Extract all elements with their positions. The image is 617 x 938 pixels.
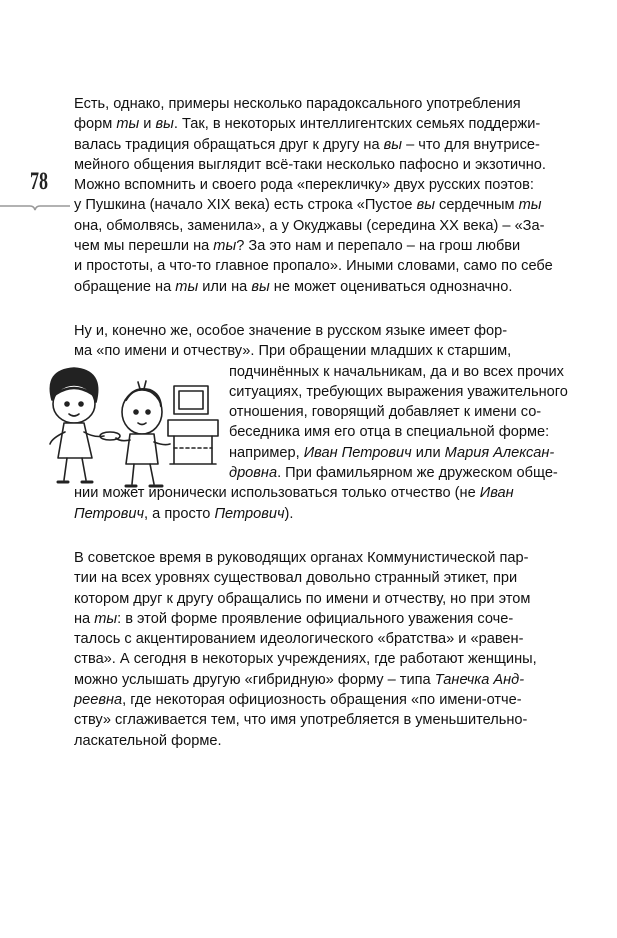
text-line xyxy=(229,382,568,402)
paragraph-3 xyxy=(74,548,541,751)
text-line xyxy=(229,463,558,483)
text-span: и простоты, а что-то главное пропало». Иными словами, само по себе xyxy=(74,258,553,275)
text-span: обращение на xyxy=(74,278,176,295)
text-span: у Пушкина (начало XIX века) есть строка «Пустое xyxy=(74,197,417,214)
text-line xyxy=(74,341,541,361)
text-span: подчинённых к начальникам, да и во всех прочих xyxy=(229,363,564,380)
text-span: можно услышать другую «гибридную» форму – типа xyxy=(74,671,435,688)
text-line xyxy=(74,649,541,669)
italic-text: вы xyxy=(383,136,403,153)
text-line xyxy=(74,94,541,114)
text-line xyxy=(74,690,541,710)
text-line xyxy=(74,548,541,568)
text-line xyxy=(74,175,541,195)
italic-text: ты xyxy=(116,116,140,133)
italic-text: Петрович xyxy=(74,505,145,522)
text-span: котором друг к другу обращались по имени и отчеству, но при этом xyxy=(74,590,531,607)
text-span: или на xyxy=(198,278,252,295)
text-span: ). xyxy=(284,505,294,522)
text-span: . Так, в некоторых интеллигентских семьях поддержи- xyxy=(173,116,541,133)
text-line xyxy=(74,504,541,524)
text-span: она, обмолвясь, заменила», а у Окуджавы (середина XX века) – «За- xyxy=(74,217,545,234)
text-line xyxy=(74,589,541,609)
text-span: чем мы перешли на xyxy=(74,238,214,255)
text-span: сердечным xyxy=(434,197,519,214)
italic-text: ты xyxy=(213,238,237,255)
text-line xyxy=(74,114,541,134)
italic-text: Мария Алексан- xyxy=(444,444,555,461)
text-span: валась традиция обращаться друг к другу на xyxy=(74,136,384,153)
text-span: например, xyxy=(229,444,304,461)
italic-text: ты xyxy=(175,278,199,295)
text-span: ласкательной форме. xyxy=(74,732,222,749)
text-span: , а просто xyxy=(144,505,215,522)
text-line xyxy=(74,731,541,751)
text-span: ? За это нам и перепало – на грош любви xyxy=(236,238,521,255)
text-line xyxy=(74,609,541,629)
text-line xyxy=(74,236,541,256)
text-span: : в этой форме проявление официального уважения соче- xyxy=(117,610,514,627)
children-illustration xyxy=(34,360,230,494)
page-number-bracket xyxy=(0,190,70,214)
text-line xyxy=(229,402,541,422)
text-line xyxy=(74,670,541,690)
text-span: не может оцениваться однозначно. xyxy=(269,278,513,295)
text-span: талось с акцентированием идеологического «братства» и «равен- xyxy=(74,631,524,648)
text-span: беседника имя его отца в специальной форме: xyxy=(229,424,550,441)
text-span: мейного общения выглядит всё-таки несколько пафосно и экзотично. xyxy=(74,156,546,173)
italic-text: дровна xyxy=(229,465,278,482)
italic-text: Танечка Анд- xyxy=(434,671,525,688)
text-span: ства». А сегодня в некоторых учреждениях, где работают женщины, xyxy=(74,651,537,668)
italic-text: ты xyxy=(518,197,542,214)
text-span: Можно вспомнить и своего рода «перекличку» двух русских поэтов: xyxy=(74,177,534,194)
text-span: форм xyxy=(74,116,117,133)
text-line xyxy=(74,195,541,215)
text-span: ма «по имени и отчеству». При обращении младших к старшим, xyxy=(74,343,512,360)
text-span: . При фамильярном же дружеском обще- xyxy=(277,465,558,482)
italic-text: вы xyxy=(251,278,270,295)
text-span: отношения, говорящий добавляет к имени со- xyxy=(229,404,542,421)
text-line xyxy=(74,321,541,341)
text-line xyxy=(229,362,564,382)
text-span: – что для внутрисе- xyxy=(402,136,540,153)
text-line xyxy=(74,710,541,730)
italic-text: ты xyxy=(94,610,118,627)
text-span: , где некоторая официозность обращения «по имени-отче- xyxy=(122,692,522,709)
text-span: тии на всех уровнях существовал довольно странный этикет, при xyxy=(74,570,518,587)
text-line xyxy=(74,155,546,175)
text-span: или xyxy=(411,444,445,461)
text-line xyxy=(74,629,541,649)
text-span: Ну и, конечно же, особое значение в русском языке имеет фор- xyxy=(74,323,508,339)
text-span: Есть, однако, примеры несколько парадоксального употребления xyxy=(74,96,521,112)
text-span: ситуациях, требующих выражения уважительного xyxy=(229,383,568,400)
italic-text: Иван Петрович xyxy=(303,444,412,461)
italic-text: Петрович xyxy=(214,505,285,522)
text-line xyxy=(74,568,541,588)
text-span: нии может иронически использоваться только отчество (не xyxy=(74,485,480,502)
text-span: ству» сглаживается тем, что имя употребляется в уменьшительно- xyxy=(74,712,528,729)
text-line xyxy=(229,422,550,442)
page-number: 78 xyxy=(30,168,48,195)
text-span: и xyxy=(139,116,156,133)
text-line xyxy=(74,216,545,236)
text-span: на xyxy=(74,610,95,627)
italic-text: вы xyxy=(416,197,435,214)
italic-text: вы xyxy=(155,116,174,133)
text-line xyxy=(74,277,541,297)
italic-text: реевна xyxy=(74,692,123,709)
text-line xyxy=(229,443,555,463)
italic-text: Иван xyxy=(479,485,514,502)
paragraph-1 xyxy=(74,94,553,297)
text-span: В советское время в руководящих органах Коммунистической пар- xyxy=(74,550,529,566)
text-line xyxy=(74,256,553,276)
text-line xyxy=(74,135,541,155)
